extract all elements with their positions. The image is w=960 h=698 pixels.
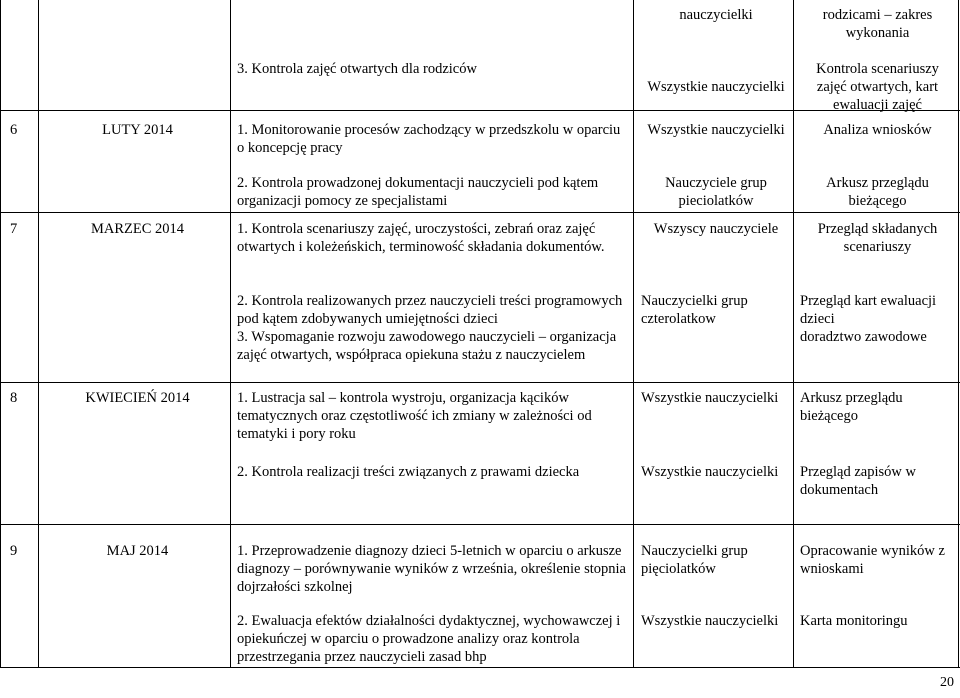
activity-cell: 2. Kontrola prowadzonej dokumentacji nauczycieli pod kątem organizacji pomocy ze specjalistami: [237, 175, 599, 209]
who-cell: Wszystkie nauczycielki: [647, 79, 785, 95]
activity-cell: 3. Kontrola zajęć otwartych dla rodziców: [237, 61, 477, 77]
page-number: 20: [940, 675, 954, 690]
row-number: 7: [10, 221, 18, 237]
form-cell: Arkusz przeglądu bieżącego: [800, 390, 903, 424]
row-divider: [0, 382, 960, 383]
form-cell: Przegląd kart ewaluacji dzieci: [800, 293, 937, 327]
table-border-bottom: [0, 667, 960, 668]
who-cell: Wszystkie nauczycielki: [641, 613, 779, 629]
row-number: 9: [10, 543, 18, 559]
row-divider: [0, 212, 960, 213]
who-cell: Wszystkie nauczycielki: [647, 122, 785, 138]
table-border-col2: [230, 0, 231, 668]
row-divider: [0, 524, 960, 525]
table-border-col1: [38, 0, 39, 668]
activity-cell: 2. Kontrola realizowanych przez nauczycieli treści programowych pod kątem zdobywanych umiejętności dzieci: [237, 293, 623, 327]
table-border-col4: [793, 0, 794, 668]
form-cell: doradztwo zawodowe: [800, 329, 927, 345]
activity-cell: 3. Wspomaganie rozwoju zawodowego nauczycieli – organizacja zajęć otwartych, współpraca opiekuna stażu z nauczycielem: [237, 329, 617, 363]
who-cell: Nauczycielki grup pięciolatków: [641, 543, 748, 577]
who-cell: Nauczyciele grup pieciolatków: [665, 175, 767, 209]
table-border-right: [958, 0, 959, 668]
row-number: 6: [10, 122, 18, 138]
form-cell: rodzicami – zakres wykonania: [822, 7, 933, 41]
activity-cell: 1. Monitorowanie procesów zachodzący w przedszkolu w oparciu o koncepcję pracy: [237, 122, 621, 156]
month-cell: KWIECIEŃ 2014: [85, 390, 190, 406]
form-cell: Analiza wniosków: [823, 122, 932, 138]
who-cell: Wszystkie nauczycielki: [641, 464, 779, 480]
table-border-left: [0, 0, 1, 668]
table-border-col3: [633, 0, 634, 668]
month-cell: MARZEC 2014: [90, 221, 185, 237]
activity-cell: 1. Kontrola scenariuszy zajęć, uroczystości, zebrań oraz zajęć otwartych i koleżeńskich, terminowość składania dokumentów.: [237, 221, 605, 255]
form-cell: Kontrola scenariuszy zajęć otwartych, kart ewaluacji zajęć: [816, 61, 939, 113]
who-cell: Nauczycielki grup czterolatkow: [641, 293, 748, 327]
form-cell: Arkusz przeglądu bieżącego: [826, 175, 929, 209]
row-number: 8: [10, 390, 18, 406]
form-cell: Karta monitoringu: [800, 613, 908, 629]
form-cell: Przegląd składanych scenariuszy: [817, 221, 938, 255]
who-cell: nauczycielki: [679, 7, 753, 23]
month-cell: LUTY 2014: [102, 122, 173, 138]
month-cell: MAJ 2014: [106, 543, 169, 559]
who-cell: Wszystkie nauczycielki: [641, 390, 779, 406]
activity-cell: 2. Ewaluacja efektów działalności dydaktycznej, wychowawczej i opiekuńczej w oparciu o prowadzone analizy oraz kontrola przestrzegania przez nauczycieli zasad bhp: [237, 613, 621, 665]
form-cell: Przegląd zapisów w dokumentach: [800, 464, 916, 498]
activity-cell: 2. Kontrola realizacji treści związanych z prawami dziecka: [237, 464, 580, 480]
activity-cell: 1. Lustracja sal – kontrola wystroju, organizacja kącików tematycznych oraz częstotliwość ich zmiany w zależności od tematyki i pory roku: [237, 390, 592, 442]
who-cell: Wszyscy nauczyciele: [653, 221, 779, 237]
activity-cell: 1. Przeprowadzenie diagnozy dzieci 5-letnich w oparciu o arkusze diagnozy – porównywanie wyników z września, określenie stopnia dojrzałości szkolnej: [237, 543, 626, 595]
form-cell: Opracowanie wyników z wnioskami: [800, 543, 945, 577]
